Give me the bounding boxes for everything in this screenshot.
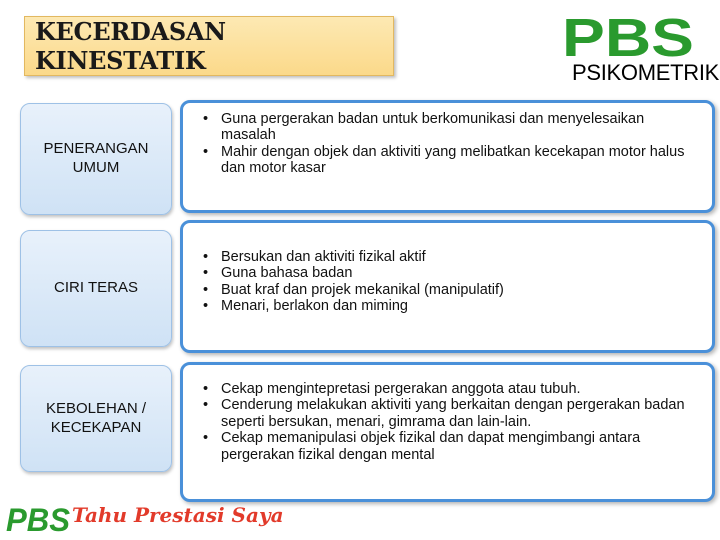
page-title: KECERDASAN KINESTATIK	[35, 17, 226, 75]
content-penerangan-umum	[180, 100, 715, 213]
list-item: • Guna bahasa badan	[217, 265, 698, 281]
list-item: • Cekap mengintepretasi pergerakan anggota atau tubuh.	[217, 381, 698, 397]
label-ciri-teras	[20, 230, 172, 347]
pbs-logo	[562, 12, 702, 62]
title-banner	[24, 16, 394, 76]
content-kebolehan-kecekapan	[180, 362, 715, 502]
list-item: • Menari, berlakon dan miming	[217, 298, 698, 314]
label-kebolehan-kecekapan	[20, 365, 172, 472]
list-item: • Cenderung melakukan aktiviti yang berkaitan dengan pergerakan badan seperti bersukan, menari, gimrama dan lain-lain.	[217, 397, 698, 430]
svg-text:PBS: PBS	[6, 502, 71, 536]
label-penerangan-umum	[20, 103, 172, 215]
list-item: • Mahir dengan objek dan aktiviti yang melibatkan kecekapan motor halus dan motor kasar	[217, 144, 698, 177]
footer-tagline: Tahu Prestasi Saya	[72, 503, 284, 527]
list-item: • Cekap memanipulasi objek fizikal dan dapat mengimbangi antara pergerakan fizikal dengan mental	[217, 430, 698, 463]
list-item: • Bersukan dan aktiviti fizikal aktif	[217, 249, 698, 265]
row-label: PENERANGAN UMUM	[43, 140, 149, 176]
row-label: KEBOLEHAN / KECEKAPAN	[45, 399, 147, 436]
footer-pbs-logo	[4, 500, 74, 536]
psikometrik-label: PSIKOMETRIK	[572, 60, 720, 85]
content-ciri-teras	[180, 220, 715, 353]
list-item: • Buat kraf dan projek mekanikal (manipulatif)	[217, 282, 698, 298]
list-item: • Guna pergerakan badan untuk berkomunikasi dan menyelesaikan masalah	[217, 111, 698, 144]
svg-text:PBS: PBS	[562, 12, 694, 62]
row-label: CIRI TERAS	[54, 279, 138, 297]
